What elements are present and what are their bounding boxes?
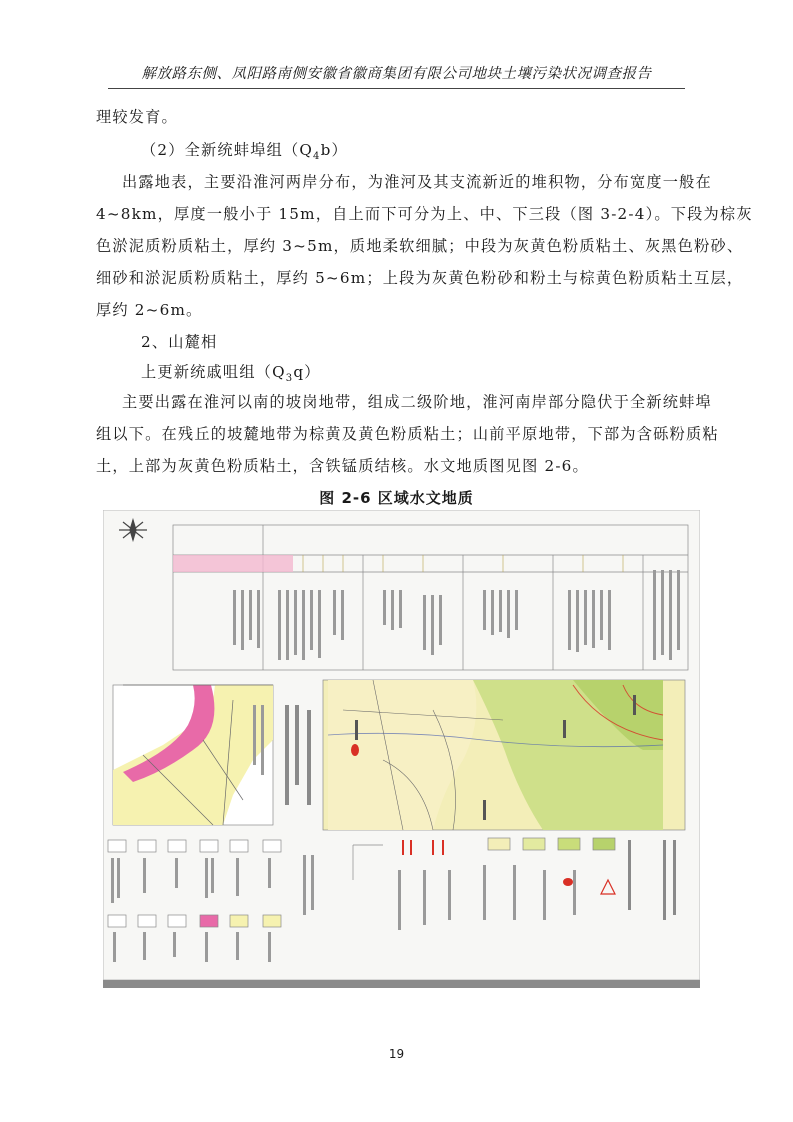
page-number: 19	[388, 1047, 405, 1061]
main-hydro-map	[323, 680, 685, 830]
paragraph-line: 色淤泥质粉质粘土，厚约 3~5m，质地柔软细腻；中段为灰黄色粉质粘土、灰黑色粉砂、	[96, 237, 744, 255]
header-rule	[108, 88, 685, 89]
paragraph-line: 厚约 2~6m。	[96, 301, 203, 319]
paragraph-line: 理较发育。	[96, 108, 178, 126]
section-heading-text: （2）全新统蚌埠组（Q	[141, 141, 314, 159]
hydrogeology-map-image	[103, 510, 700, 990]
section-heading-q3q	[141, 362, 741, 389]
subscript: 4	[313, 151, 321, 163]
left-section-map	[113, 685, 273, 825]
section-heading-tail: q）	[293, 363, 321, 381]
page-header: 解放路东侧、凤阳路南侧安徽省徽商集团有限公司地块土壤污染状况调查报告	[141, 66, 652, 82]
paragraph-line: 土，上部为灰黄色粉质粘土，含铁锰质结核。水文地质图见图 2-6。	[96, 457, 589, 475]
section-heading-q4b	[141, 140, 741, 167]
paragraph-line: 细砂和淤泥质粉质粘土，厚约 5~6m；上段为灰黄色粉砂和粉土与棕黄色粉质粘土互层，	[96, 269, 744, 287]
paragraph-line: 组以下。在残丘的坡麓地带为棕黄及黄色粉质粘土；山前平原地带，下部为含砾粉质粘	[96, 425, 719, 443]
section-heading-2: 2、山麓相	[141, 333, 218, 351]
pink-band	[173, 555, 293, 572]
figure-caption: 图 2-6 区域水文地质	[319, 489, 474, 507]
site-marker-icon	[351, 744, 359, 756]
paragraph-line: 出露地表，主要沿淮河两岸分布，为淮河及其支流新近的堆积物，分布宽度一般在	[122, 173, 712, 191]
paragraph-line: 4~8km，厚度一般小于 15m，自上而下可分为上、中、下三段（图 3-2-4）。下段为棕灰	[96, 205, 753, 223]
section-heading-text: 上更新统戚咀组（Q	[141, 363, 286, 381]
paragraph-line: 主要出露在淮河以南的坡岗地带，组成二级阶地，淮河南岸部分隐伏于全新统蚌埠	[122, 393, 712, 411]
hydrogeology-map-figure	[103, 510, 700, 990]
subscript: 3	[285, 373, 294, 385]
section-heading-tail: b）	[320, 141, 348, 159]
